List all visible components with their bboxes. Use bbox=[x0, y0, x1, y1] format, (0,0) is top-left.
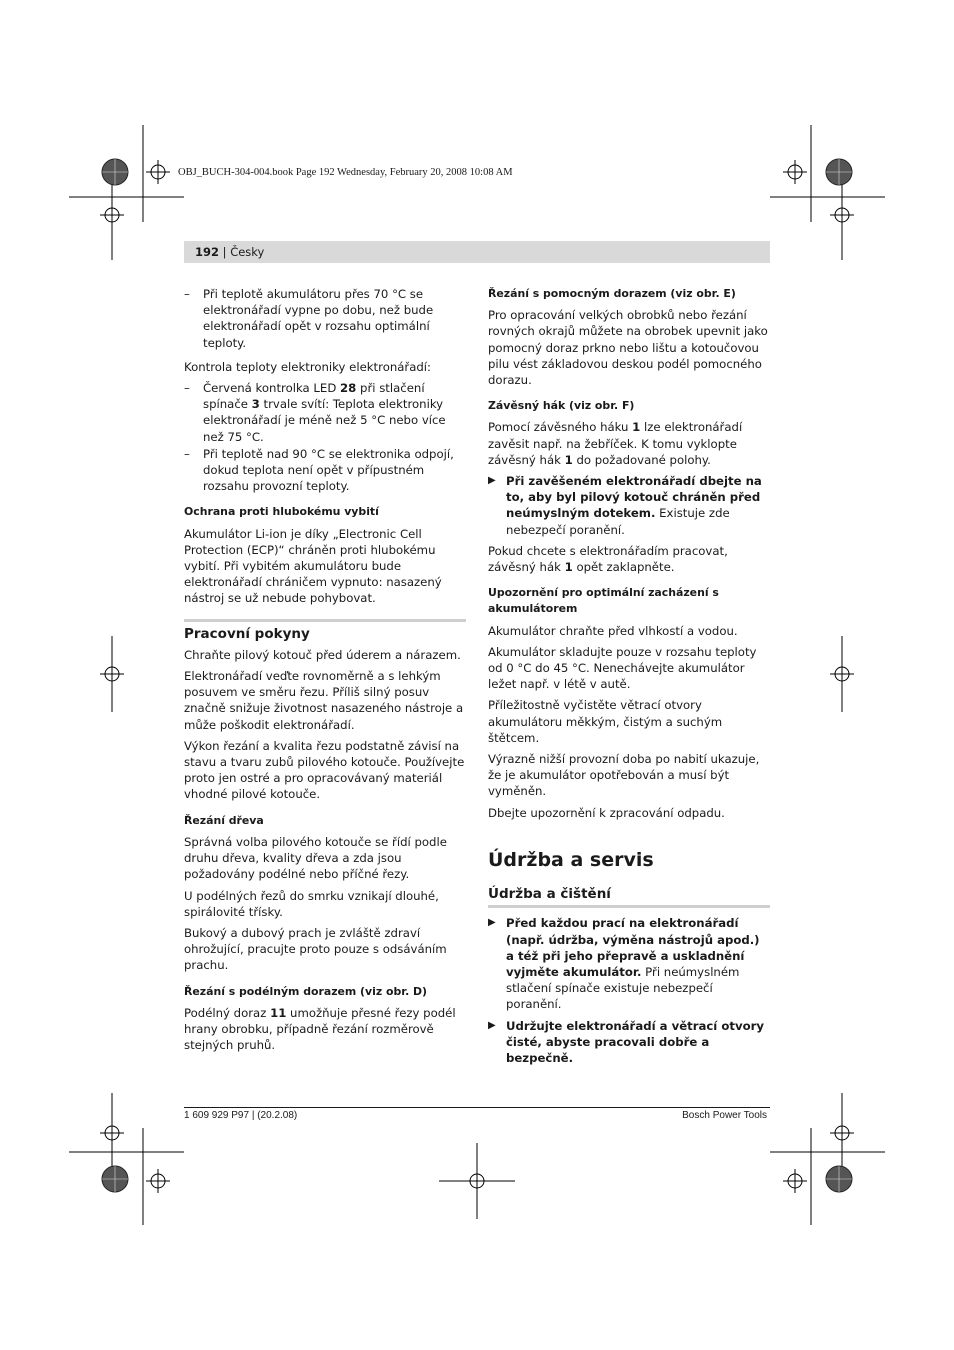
list-text: Při teplotě akumulátoru přes 70 °C se elektronářadí vypne po dobu, než bude elektronářadí opět v rozsahu optimální teploty. bbox=[203, 287, 434, 350]
text: lze elektronářadí zavěsit např. na žebříček. K tomu vyklopte závěsný hák bbox=[488, 420, 743, 467]
warning-bold: Před každou prací na elektronářadí (např. údržba, výměna nástrojů apod.) a též při jeho přepravě a uskladnění vyjměte akumulátor. bbox=[506, 916, 760, 979]
crosshair-mark bbox=[783, 1169, 807, 1193]
list-text: Červená kontrolka LED bbox=[203, 381, 341, 396]
ref-number: 28 bbox=[340, 381, 357, 396]
paragraph: Pro opracování velkých obrobků nebo řezání rovných okrajů můžete na obrobek upevnit jako pomocný doraz prkno nebo lištu a kotoučovou pilu vést základovou deskou podél pomocného dorazu. bbox=[488, 308, 768, 388]
paragraph bbox=[488, 419, 770, 468]
warning-bullet bbox=[488, 473, 770, 538]
list-text: Při teplotě nad 90 °C se elektronika odpojí, dokud teplota není opět v přípustném rozsahu provozní teploty. bbox=[203, 446, 454, 494]
crosshair-mark bbox=[146, 1169, 170, 1193]
print-header: OBJ_BUCH-304-004.book Page 192 Wednesday, February 20, 2008 10:08 AM bbox=[178, 167, 513, 178]
left-column bbox=[184, 286, 466, 1058]
paragraph: Výrazně nižší provozní doba po nabití ukazuje, že je akumulátor opotřebován a musí být vyměněn. bbox=[488, 752, 760, 799]
dash-list-item bbox=[184, 286, 466, 351]
warning-bold: Při zavěšeném elektronářadí dbejte na to, aby byl pilový kotouč chráněn před neúmyslným dotekem. bbox=[506, 474, 762, 521]
subheading: Ochrana proti hlubokému vybití bbox=[184, 505, 379, 519]
text: umožňuje přesné řezy podél hrany obrobku, případně řezání rozměrově stejných pruhů. bbox=[184, 1005, 456, 1053]
paragraph: Chraňte pilový kotouč před úderem a nárazem. bbox=[184, 647, 461, 662]
triangle-bullet-icon: ▶ bbox=[488, 1019, 496, 1031]
paragraph: Správná volba pilového kotouče se řídí podle druhu dřeva, kvality dřeva a zda jsou požadovány podélné nebo příčné řezy. bbox=[184, 834, 447, 882]
crosshair-mark bbox=[830, 662, 854, 686]
paragraph: Příležitostně vyčistěte větrací otvory akumulátoru měkkým, čistým a suchým štětcem. bbox=[488, 698, 723, 745]
paragraph: Kontrola teploty elektroniky elektronářadí: bbox=[184, 359, 431, 374]
footer-rule bbox=[184, 1107, 770, 1108]
list-text: trvale svítí: Teplota elektroniky elektronářadí je méně než 5 °C nebo více než 75 °C. bbox=[203, 397, 446, 444]
ref-number: 1 bbox=[564, 560, 573, 575]
dash-glyph: – bbox=[184, 381, 190, 396]
list-text: při stlačení spínače bbox=[203, 381, 425, 412]
section-heading: Údržba a čištění bbox=[488, 886, 770, 908]
crosshair-mark bbox=[830, 1121, 854, 1145]
text: Pomocí závěsného háku bbox=[488, 420, 633, 435]
warning-bullet bbox=[488, 915, 770, 1012]
crosshair-mark bbox=[783, 160, 807, 184]
dash-glyph: – bbox=[184, 287, 190, 301]
warning-text: Při neúmyslném stlačení spínače existuje nebezpečí poranění. bbox=[506, 964, 740, 1012]
paragraph bbox=[184, 1005, 466, 1054]
dash-list-item bbox=[184, 446, 466, 495]
ref-number: 1 bbox=[632, 420, 641, 435]
dash-glyph: – bbox=[184, 446, 190, 461]
paragraph: Dbejte upozornění k zpracování odpadu. bbox=[488, 805, 725, 820]
text: opět zaklapněte. bbox=[572, 560, 675, 575]
text: Pokud chcete s elektronářadím pracovat, závěsný hák bbox=[488, 543, 728, 575]
text: do požadované polohy. bbox=[572, 452, 711, 467]
header-language: Česky bbox=[230, 245, 265, 259]
paragraph: U podélných řezů do smrku vznikají dlouhé, spirálovité třísky. bbox=[184, 888, 439, 919]
ref-number: 1 bbox=[564, 452, 573, 467]
ref-number: 11 bbox=[270, 1005, 287, 1020]
paragraph: Elektronářadí veďte rovnoměrně a s lehkým posuvem ve směru řezu. Příliš silný posuv značně snižuje životnost nasazeného nástroje a může poškodit elektronářadí. bbox=[184, 669, 464, 732]
footer-document-id: 1 609 929 P97 | (20.2.08) bbox=[184, 1110, 298, 1121]
subheading: Řezání dřeva bbox=[184, 813, 264, 827]
subheading: Řezání s podélným dorazem (viz obr. D) bbox=[184, 984, 428, 998]
paragraph: Výkon řezání a kvalita řezu podstatně závisí na stavu a tvaru zubů pilového kotouče. Používejte proto jen ostré a pro opracovávaný materiál vhodné pilové kotouče. bbox=[184, 738, 465, 802]
text: Podélný doraz bbox=[184, 1005, 271, 1020]
footer-brand: Bosch Power Tools bbox=[682, 1110, 767, 1121]
page-header-band bbox=[184, 241, 770, 263]
paragraph: Akumulátor Li-ion je díky „Electronic Cell Protection (ECP)“ chráněn proti hlubokému vybití. Při vybitém akumulátoru bude elektronářadí chráničem vypnuto: nasazený nástroj se už nebude pohybovat. bbox=[184, 526, 442, 606]
dash-list-item bbox=[184, 380, 466, 445]
subheading: Upozornění pro optimální zacházení s akumulátorem bbox=[488, 586, 719, 616]
crosshair-mark bbox=[830, 203, 854, 227]
page-number: 192 bbox=[195, 245, 220, 259]
right-column bbox=[488, 286, 770, 1071]
paragraph: Akumulátor chraňte před vlhkostí a vodou. bbox=[488, 623, 738, 638]
crosshair-mark bbox=[100, 662, 124, 686]
warning-bold: Udržujte elektronářadí a větrací otvory čisté, abyste pracovali dobře a bezpečně. bbox=[506, 1018, 765, 1065]
paragraph: Akumulátor skladujte pouze v rozsahu teploty od 0 °C do 45 °C. Nenechávejte akumulátor ležet např. v létě v autě. bbox=[488, 644, 757, 692]
subheading: Závěsný hák (viz obr. F) bbox=[488, 399, 635, 413]
triangle-bullet-icon: ▶ bbox=[488, 475, 496, 487]
subheading: Řezání s pomocným dorazem (viz obr. E) bbox=[488, 287, 736, 300]
chapter-heading: Údržba a servis bbox=[488, 848, 654, 871]
warning-text: Existuje zde nebezpečí poranění. bbox=[506, 506, 730, 537]
warning-bullet bbox=[488, 1018, 770, 1067]
section-heading: Pracovní pokyny bbox=[184, 619, 466, 642]
crosshair-mark bbox=[146, 160, 170, 184]
ref-number: 3 bbox=[251, 397, 260, 412]
crosshair-mark bbox=[100, 203, 124, 227]
paragraph: Bukový a dubový prach je zvláště zdraví ohrožující, pracujte proto pouze s odsáváním prachu. bbox=[184, 925, 447, 973]
triangle-bullet-icon: ▶ bbox=[488, 917, 496, 929]
paragraph bbox=[488, 543, 770, 575]
crosshair-mark bbox=[100, 1121, 124, 1145]
header-separator: | bbox=[219, 245, 231, 259]
